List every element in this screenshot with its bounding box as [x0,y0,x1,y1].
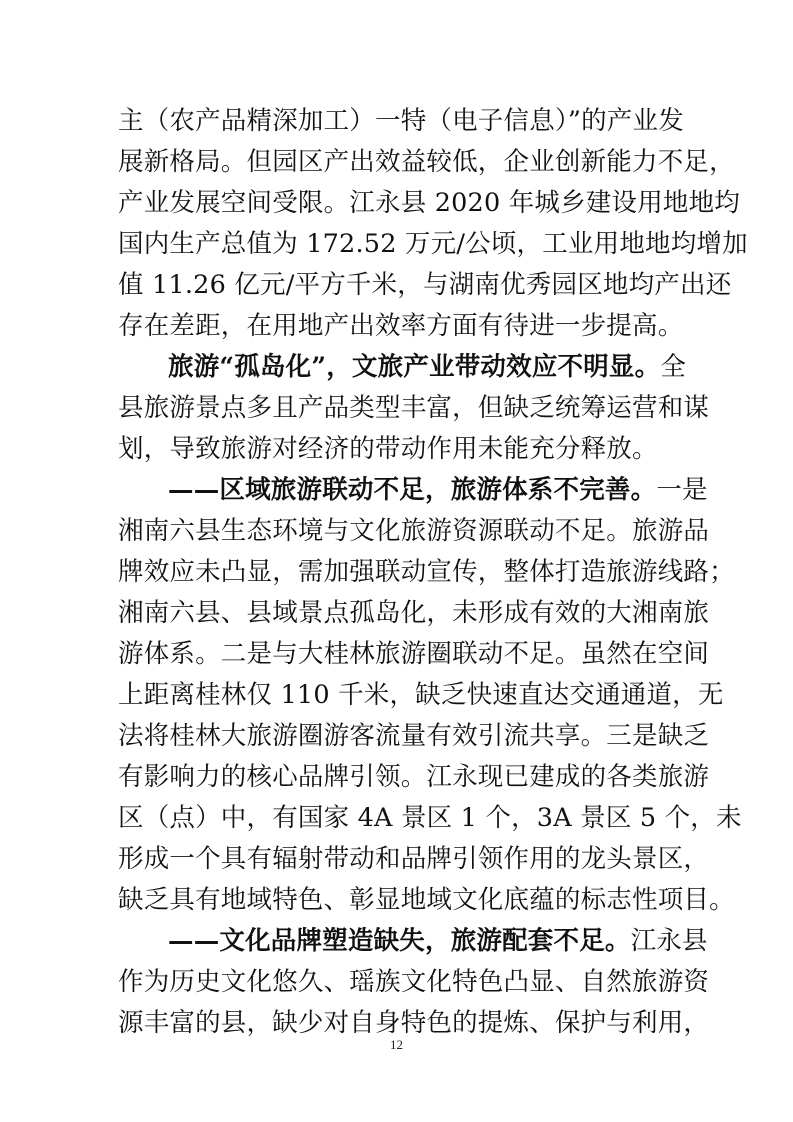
paragraph-heading: ——区域旅游联动不足，旅游体系不完善。 [168,475,657,505]
paragraph-line: 缺乏具有地域特色、彰显地域文化底蕴的标志性项目。 [118,885,735,915]
paragraph-line: 源丰富的县，缺少对自身特色的提炼、保护与利用， [118,1008,710,1038]
paragraph-line: 展新格局。但园区产出效益较低，企业创新能力不足， [118,147,735,177]
paragraph-first-line [168,347,687,387]
paragraph-line: 区（点）中，有国家 4A 景区 1 个，3A 景区 5 个，未 [118,803,742,833]
paragraph-line: 国内生产总值为 172.52 万元/公顷，工业用地地均增加 [118,229,748,259]
paragraph-line: 上距离桂林仅 110 千米，缺乏快速直达交通通道，无 [118,680,724,710]
paragraph-line: 作为历史文化悠久、瑶族文化特色凸显、自然旅游资 [118,967,710,997]
paragraph-line: 牌效应未凸显，需加强联动宣传，整体打造旅游线路； [118,557,735,587]
paragraph-line: 法将桂林大旅游圈游客流量有效引流共享。三是缺乏 [118,721,710,751]
paragraph-line: 存在差距，在用地产出效率方面有待进一步提高。 [118,311,684,341]
paragraph-heading: 旅游“孤岛化”，文旅产业带动效应不明显。 [168,352,661,382]
paragraph-line: 形成一个具有辐射带动和品牌引领作用的龙头景区， [118,844,710,874]
paragraph-line: 有影响力的核心品牌引领。江永现已建成的各类旅游 [118,762,710,792]
paragraph-line: 游体系。二是与大桂林旅游圈联动不足。虽然在空间 [118,639,710,669]
paragraph-line: 主（农产品精深加工）一特（电子信息）”的产业发 [118,106,684,136]
paragraph-heading: ——文化品牌塑造缺失，旅游配套不足。 [168,926,631,956]
paragraph-line: 县旅游景点多且产品类型丰富，但缺乏统筹运营和谋 [118,393,710,423]
paragraph-first-line [168,470,708,510]
paragraph-text: 一是 [656,475,708,505]
paragraph-line: 湘南六县生态环境与文化旅游资源联动不足。旅游品 [118,516,710,546]
paragraph-text: 江永县 [630,926,708,956]
paragraph-line: 产业发展空间受限。江永县 2020 年城乡建设用地地均 [118,188,741,218]
page-number: 12 [390,1037,403,1052]
paragraph-line: 湘南六县、县域景点孤岛化，未形成有效的大湘南旅 [118,598,710,628]
paragraph-text: 全 [660,352,687,382]
paragraph-first-line [168,921,708,961]
paragraph-line: 值 11.26 亿元/平方千米，与湖南优秀园区地均产出还 [118,270,732,300]
paragraph-line: 划，导致旅游对经济的带动作用未能充分释放。 [118,434,658,464]
